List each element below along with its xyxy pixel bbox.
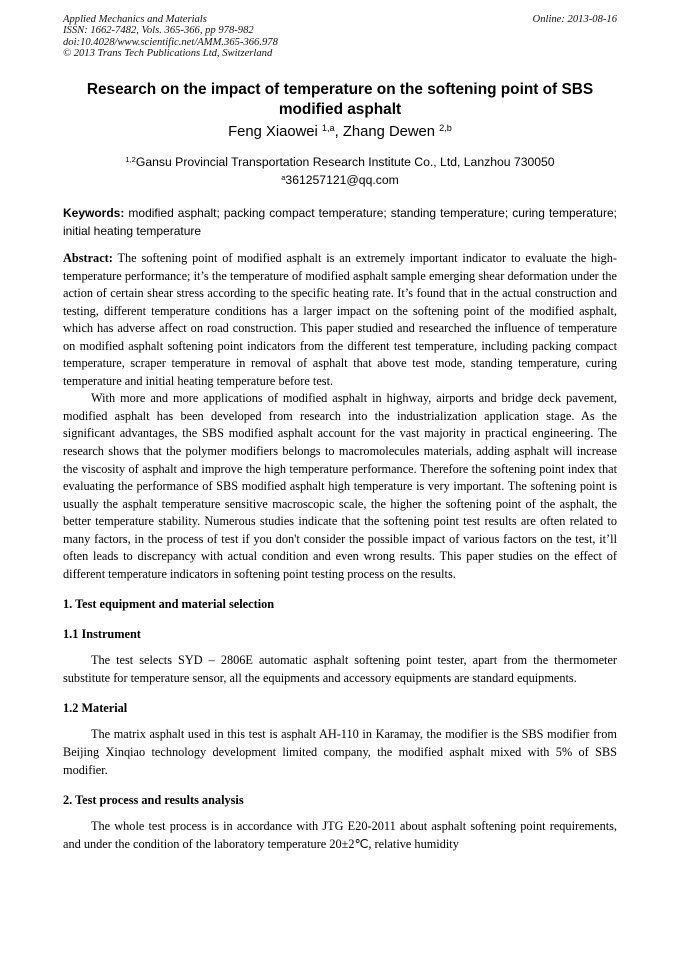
author-1-sup: 1,a <box>321 122 335 133</box>
abstract-text: The softening point of modified asphalt is an extremely important indicator to evaluate the high-temperature performance; it’s the temperature of modified asphalt sample emerging shear deformation under the action of certain shear stress according to the specific heating rate. It’s found that in the actual construction and testing, different temperature conditions has a larger impact on the softening point of the modified asphalt, which has adverse affect on road construction. This paper studied and researched the influence of temperature on modified asphalt softening point indicators from the different test temperature, including packing compact temperature, scraper temperature in removal of asphalt that above test mode, standing temperature, curing temperature and initial heating temperature before test. <box>63 251 618 388</box>
affiliation-sup: 1,2 <box>125 154 136 164</box>
journal-header <box>63 14 617 60</box>
intro-paragraph: With more and more applications of modified asphalt in highway, airports and bridge deck pavement, modified asphalt has been developed from research into the industrialization application stage. As the significant advantages, the SBS modified asphalt account for the vast majority in practical engineering. The research shows that the polymer modifiers belongs to macromolecules materials, adding asphalt will increase the viscosity of asphalt and improve the high temperature performance. Therefore the softening point index that evaluating the performance of SBS modified asphalt high temperature is very important. The softening point is usually the asphalt temperature sensitive macroscopic scale, the higher the softening point of the asphalt, the better temperature stability. Numerous studies indicate that the softening point test results are often related to many factors, in the process of test if you don't consider the possible impact of various factors on the test, it’ll often leads to discrepancy with actual condition and even wrong results. This paper studies on the effect of different temperature indicators in softening point testing process on the results. <box>63 391 617 581</box>
abstract-label: Abstract: <box>63 251 113 265</box>
affiliation <box>63 153 617 189</box>
paper-title: Research on the impact of temperature on the softening point of SBS modified asphalt <box>86 81 594 118</box>
authors <box>63 124 617 140</box>
doi: doi:10.4028/www.scientific.net/AMM.365-366.978 <box>63 36 278 48</box>
author-2: Zhang Dewen <box>342 124 436 140</box>
copyright: © 2013 Trans Tech Publications Ltd, Switzerland <box>63 48 273 60</box>
section-1-1-text: The test selects SYD – 2806E automatic asphalt softening point tester, apart from the thermometer substitute for temperature sensor, all the equipments and accessory equipments are standard equipments. <box>63 653 617 685</box>
section-2-heading: 2. Test process and results analysis <box>63 793 244 808</box>
section-1-2-heading: 1.2 Material <box>63 701 128 716</box>
affiliation-text: Gansu Provincial Transportation Research Institute Co., Ltd, Lanzhou 730050 <box>135 155 555 169</box>
author-1: Feng Xiaowei <box>228 124 318 140</box>
section-1-1-heading: 1.1 Instrument <box>63 627 141 642</box>
keywords <box>63 205 617 240</box>
keywords-text: modified asphalt; packing compact temperature; standing temperature; curing temperature; initial heating temperature <box>63 206 617 238</box>
author-separator: , <box>334 124 343 140</box>
keywords-label: Keywords: <box>63 206 125 220</box>
section-1-heading: 1. Test equipment and material selection <box>63 597 275 612</box>
online-date: Online: 2013-08-16 <box>532 14 617 25</box>
author-2-sup: 2,b <box>439 122 452 133</box>
journal-name: Applied Mechanics and Materials <box>63 14 207 25</box>
abstract <box>63 250 617 390</box>
email-sup: a <box>281 172 286 182</box>
email: 361257121@qq.com <box>285 173 399 187</box>
section-1-2-text: The matrix asphalt used in this test is asphalt AH-110 in Karamay, the modifier is the SBS modifier from Beijing Xinqiao technology development limited company, the modified asphalt mixed with 5% of SBS modifier. <box>63 727 617 777</box>
section-2-text: The whole test process is in accordance with JTG E20-2011 about asphalt softening point requirements, and under the condition of the laboratory temperature 20±2℃, relative humidity <box>63 819 617 851</box>
issn: ISSN: 1662-7482, Vols. 365-366, pp 978-982 <box>63 25 254 37</box>
paper-body <box>63 250 617 853</box>
